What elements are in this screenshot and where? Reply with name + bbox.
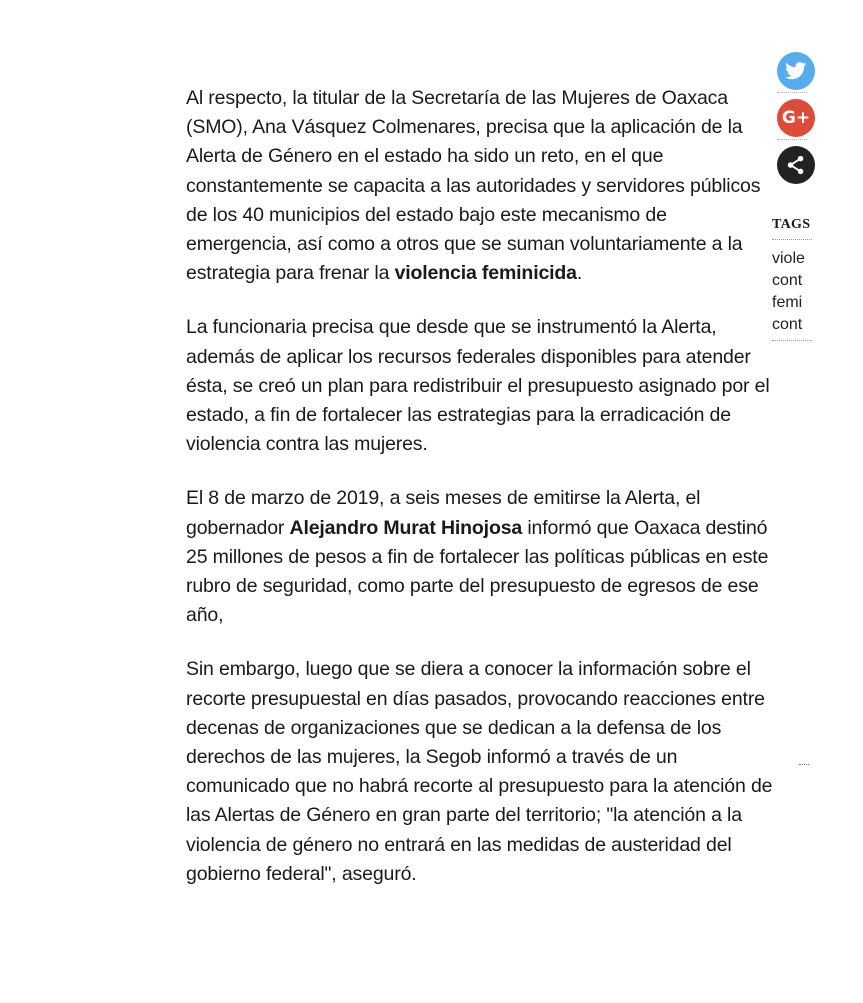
- article-paragraph: El 8 de marzo de 2019, a seis meses de emitirse la Alerta, el gobernador Alejandro Murat Hinojosa informó que Oaxaca destinó 25 millones de pesos a fin de fortalecer las políticas públicas en este rubro de seguridad, como parte del presupuesto de egresos de ese año,: [186, 487, 769, 627]
- bold-keyword: violencia feminicida: [394, 262, 577, 285]
- twitter-icon: [785, 62, 807, 80]
- tags-sidebar: [772, 217, 812, 341]
- tag-link[interactable]: cont: [772, 272, 803, 289]
- share-more-button[interactable]: [777, 146, 815, 184]
- bold-name: Alejandro Murat Hinojosa: [289, 516, 523, 539]
- article-paragraph: La funcionaria precisa que desde que se instrumentó la Alerta, además de aplicar los recursos federales disponibles para atender ésta, se creó un plan para redistribuir el presupuesto asignado por el estado, a fin de fortalecer las estrategias para la erradicación de violencia contra las mujeres.: [186, 316, 770, 456]
- tag-list: [772, 248, 812, 341]
- google-plus-share-button[interactable]: [777, 99, 815, 137]
- share-icon: [785, 154, 807, 176]
- tag-link[interactable]: femi: [772, 294, 803, 311]
- tags-heading: TAGS: [772, 217, 812, 240]
- article-body: [186, 84, 776, 914]
- tag-link[interactable]: viole: [772, 250, 805, 267]
- share-bar: [777, 52, 817, 184]
- twitter-share-button[interactable]: [777, 52, 815, 90]
- article-paragraph: Al respecto, la titular de la Secretaría de las Mujeres de Oaxaca (SMO), Ana Vásquez Colmenares, precisa que la aplicación de la Alerta de Género en el estado ha sido un reto, en el que constantemente se capacita a las autoridades y servidores públicos de los 40 municipios del estado bajo este mecanismo de emergencia, así como a otros que se suman voluntariamente a la estrategia para frenar la violencia feminicida.: [186, 87, 761, 285]
- tag-link[interactable]: cont: [772, 316, 803, 333]
- article-paragraph: Sin embargo, luego que se diera a conocer la información sobre el recorte presupuestal en días pasados, provocando reacciones entre decenas de organizaciones que se dedican a la defensa de los derechos de las mujeres, la Segob informó a través de un comunicado que no habrá recorte al presupuesto para la atención de las Alertas de Género en gran parte del territorio; "la atención a la violencia de género no entrará en las medidas de austeridad del gobierno federal", aseguró.: [186, 658, 773, 885]
- divider: [777, 92, 807, 93]
- divider: [799, 764, 809, 765]
- divider: [777, 139, 807, 140]
- google-plus-icon: G+: [781, 108, 811, 128]
